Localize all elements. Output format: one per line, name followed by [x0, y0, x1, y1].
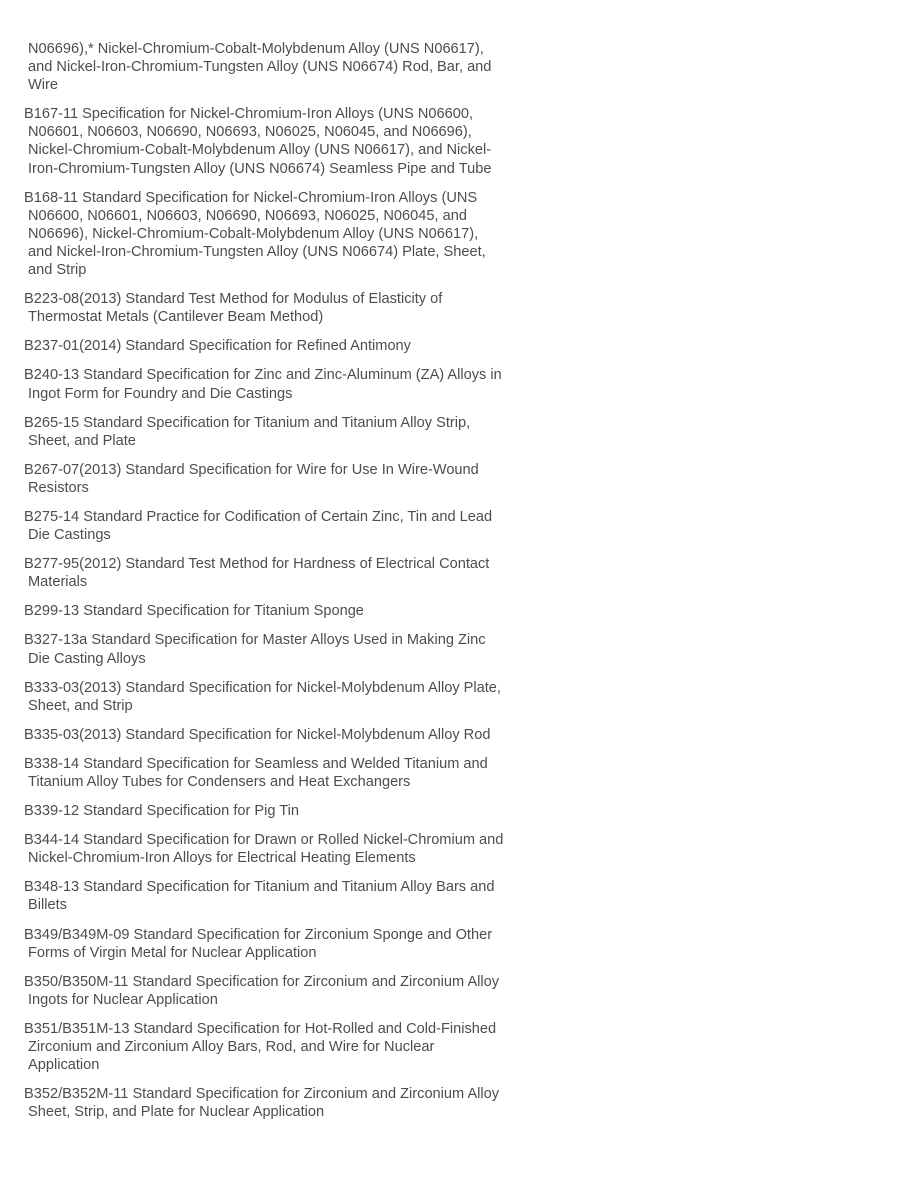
list-item-b339: B339-12 Standard Specification for Pig Tin	[24, 803, 300, 820]
list-item-b352: B352/B352M-11 Standard Specification for Zirconium and Zirconium Alloy Sheet, Strip, and Plate for Nuclear Application	[24, 1086, 500, 1121]
list-item-b348: B348-13 Standard Specification for Titanium and Titanium Alloy Bars and Billets	[24, 879, 495, 914]
list-item-b351: B351/B351M-13 Standard Specification for Hot-Rolled and Cold-Finished Zirconium and Zirconium Alloy Bars, Rod, and Wire for Nuclear Application	[24, 1020, 497, 1074]
list-item-b237: B237-01(2014) Standard Specification for Refined Antimony	[24, 338, 411, 355]
list-item-b344: B344-14 Standard Specification for Drawn or Rolled Nickel-Chromium and Nickel-Chromium-Iron Alloys for Electrical Heating Elements	[24, 832, 504, 867]
list-item-b327: B327-13a Standard Specification for Master Alloys Used in Making Zinc Die Casting Alloys	[24, 632, 486, 667]
list-item-b277: B277-95(2012) Standard Test Method for Hardness of Electrical Contact Materials	[24, 556, 490, 591]
list-item-b349: B349/B349M-09 Standard Specification for Zirconium Sponge and Other Forms of Virgin Metal for Nuclear Application	[24, 926, 493, 961]
list-item-b338: B338-14 Standard Specification for Seamless and Welded Titanium and Titanium Alloy Tubes for Condensers and Heat Exchangers	[24, 755, 488, 790]
list-item-b275: B275-14 Standard Practice for Codification of Certain Zinc, Tin and Lead Die Castings	[24, 508, 493, 544]
list-item-b350: B350/B350M-11 Standard Specification for Zirconium and Zirconium Alloy Ingots for Nuclear Application	[24, 973, 500, 1008]
list-item-b168: B168-11 Standard Specification for Nickel-Chromium-Iron Alloys (UNS N06600, N06601, N06603, N06690, N06693, N06025, N06045, and N06696), Nickel-Chromium-Cobalt-Molybdenum Alloy (UNS N06617), and Nickel-Iron-Chromium-Tungsten Alloy (UNS N06674) Plate, Sheet, and Strip	[24, 189, 486, 279]
list-item-b335: B335-03(2013) Standard Specification for Nickel-Molybdenum Alloy Rod	[24, 726, 491, 743]
list-item-b265: B265-15 Standard Specification for Titanium and Titanium Alloy Strip, Sheet, and Plate	[24, 414, 471, 449]
list-item-b267: B267-07(2013) Standard Specification for Wire for Use In Wire-Wound Resistors	[24, 461, 479, 496]
list-item-continuation: N06696),* Nickel-Chromium-Cobalt-Molybdenum Alloy (UNS N06617), and Nickel-Iron-Chromium-Tungsten Alloy (UNS N06674) Rod, Bar, and Wire	[28, 41, 492, 94]
list-item-b223: B223-08(2013) Standard Test Method for Modulus of Elasticity of Thermostat Metals (Cantilever Beam Method)	[24, 291, 443, 326]
standards-list	[24, 40, 524, 1132]
list-item-b333: B333-03(2013) Standard Specification for Nickel-Molybdenum Alloy Plate, Sheet, and Strip	[24, 679, 501, 714]
list-item-b299: B299-13 Standard Specification for Titanium Sponge	[24, 603, 364, 620]
list-item-b167: B167-11 Specification for Nickel-Chromium-Iron Alloys (UNS N06600, N06601, N06603, N06690, N06693, N06025, N06045, and N06696), Nickel-Chromium-Cobalt-Molybdenum Alloy (UNS N06617), and Nickel- Iron-Chromium-Tungsten Alloy (UNS N06674) Seamless Pipe and Tube	[24, 106, 492, 177]
list-item-b240: B240-13 Standard Specification for Zinc and Zinc-Aluminum (ZA) Alloys in Ingot Form for Foundry and Die Castings	[24, 367, 502, 402]
